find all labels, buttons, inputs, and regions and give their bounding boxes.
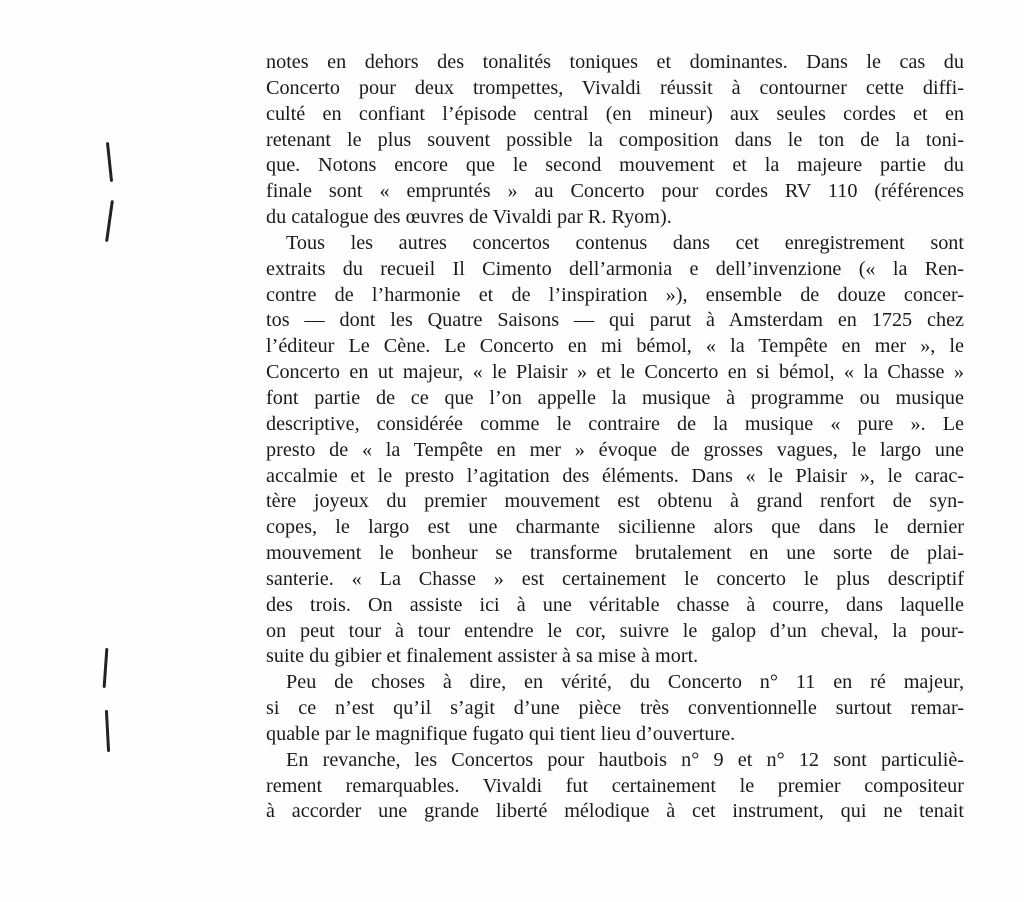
binding-mark-bottom-2 <box>105 710 110 752</box>
text-line: suite du gibier et finalement assister à sa mise à mort. <box>266 645 699 668</box>
paragraph-1 <box>266 50 964 231</box>
paragraph-2 <box>266 231 964 670</box>
text-line: santerie. « La Chasse » est certainement le concerto le plus descriptif <box>266 567 964 590</box>
text-line: si ce n’est qu’il s’agit d’une pièce très conventionnelle surtout remar- <box>266 697 964 720</box>
text-line: contre de l’harmonie et de l’inspiration »), ensemble de douze concer- <box>266 283 964 306</box>
text-line: mouvement le bonheur se transforme brutalement en une sorte de plai- <box>266 542 964 565</box>
text-line: En revanche, les Concertos pour hautbois n° 9 et n° 12 sont particuliè- <box>286 748 964 771</box>
text-line: que. Notons encore que le second mouvement et la majeure partie du <box>266 154 964 177</box>
text-line: Concerto pour deux trompettes, Vivaldi réussit à contourner cette diffi- <box>266 76 964 99</box>
binding-mark-bottom-1 <box>103 648 109 688</box>
text-line: culté en confiant l’épisode central (en mineur) aux seules cordes et en <box>266 102 964 125</box>
text-line: retenant le plus souvent possible la composition dans le ton de la toni- <box>266 128 964 151</box>
text-line: Peu de choses à dire, en vérité, du Concerto n° 11 en ré majeur, <box>286 671 964 694</box>
text-line: tère joyeux du premier mouvement est obtenu à grand renfort de syn- <box>266 490 964 513</box>
text-line: notes en dehors des tonalités toniques et dominantes. Dans le cas du <box>266 51 964 73</box>
text-line: quable par le magnifique fugato qui tient lieu d’ouverture. <box>266 722 736 745</box>
text-line: descriptive, considérée comme le contraire de la musique « pure ». Le <box>266 412 964 435</box>
text-line: font partie de ce que l’on appelle la musique à programme ou musique <box>266 386 964 409</box>
text-line: presto de « la Tempête en mer » évoque de grosses vagues, le largo une <box>266 438 964 461</box>
text-line: copes, le largo est une charmante sicilienne alors que dans le dernier <box>266 516 964 539</box>
text-line: des trois. On assiste ici à une véritable chasse à courre, dans laquelle <box>266 593 964 616</box>
text-line: finale sont « empruntés » au Concerto pour cordes RV 110 (références <box>266 180 964 203</box>
paragraph-3 <box>266 670 964 748</box>
text-line: on peut tour à tour entendre le cor, suivre le galop d’un cheval, la pour- <box>266 619 964 642</box>
text-line: Tous les autres concertos contenus dans cet enregistrement sont <box>286 231 964 254</box>
text-line: l’éditeur Le Cène. Le Concerto en mi bémol, « la Tempête en mer », le <box>266 335 964 358</box>
text-line: rement remarquables. Vivaldi fut certainement le premier compositeur <box>266 774 964 797</box>
paragraph-4 <box>266 748 964 826</box>
binding-mark-top-2 <box>105 200 114 242</box>
text-line: Concerto en ut majeur, « le Plaisir » et le Concerto en si bémol, « la Chasse » <box>266 361 964 384</box>
text-line: tos — dont les Quatre Saisons — qui parut à Amsterdam en 1725 chez <box>266 309 964 332</box>
text-line: accalmie et le presto l’agitation des éléments. Dans « le Plaisir », le carac- <box>266 464 964 487</box>
text-line: du catalogue des œuvres de Vivaldi par R. Ryom). <box>266 206 672 229</box>
text-line: extraits du recueil Il Cimento dell’armonia e dell’invenzione (« la Ren- <box>266 257 964 280</box>
binding-mark-top-1 <box>106 142 113 182</box>
text-line: à accorder une grande liberté mélodique à cet instrument, qui ne tenait <box>266 800 964 823</box>
body-text <box>266 50 964 825</box>
